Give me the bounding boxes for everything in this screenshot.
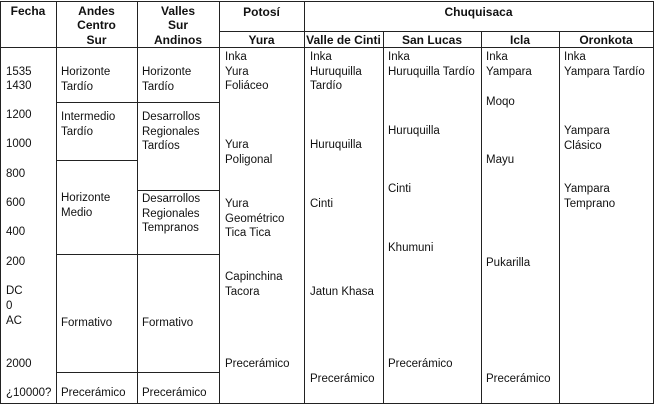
header-oronkota: Oronkota [579,33,633,47]
col-divider [481,31,482,404]
period-divider [56,372,220,373]
table-border-top [0,1,654,2]
col-divider [383,31,384,404]
valles-desarrollos-tempranos: Desarrollos Regionales Tempranos [142,193,201,235]
period-divider [56,254,220,255]
valles-horizonte-tardio: Horizonte Tardío [142,66,192,93]
header-chuquisaca: Chuquisaca [444,5,513,19]
header-san-lucas: San Lucas [401,33,463,47]
date-label: 200 [6,256,26,268]
date-label: 600 [6,197,26,209]
sanlucas-preceramico: Precerámico [388,358,453,370]
sanlucas-huruquilla: Huruquilla [388,125,440,137]
date-label: DC [6,285,23,297]
date-label: 0 [6,300,13,312]
andes-horizonte-tardio: Horizonte Tardío [61,66,111,93]
col-divider [559,31,560,404]
cinti-jatun-khasa: Jatun Khasa [310,286,374,298]
icla-preceramico: Precerámico [486,373,551,385]
header-potosi: Potosí [243,5,280,19]
col-divider [56,1,57,404]
date-label: 1430 [6,80,32,92]
oronkota-yampara-clasico: Yampara Clásico [564,125,610,152]
oronkota-inka: Inka Yampara Tardío [564,51,645,78]
cinti-inka: Inka Huruquilla Tardío [310,51,362,93]
date-label: 400 [6,226,26,238]
date-label: 1535 [6,66,32,78]
period-divider [56,160,138,161]
table-border-bottom [0,403,654,404]
andes-preceramico: Precerámico [61,387,126,399]
header-andes-centro-sur: Andes Centro Sur [77,4,116,47]
col-divider [137,1,138,404]
cinti-huruquilla: Huruquilla [310,139,362,151]
header-icla: Icla [509,33,530,47]
yura-inka: Inka Yura Foliáceo [225,51,269,93]
period-divider [56,102,220,103]
col-divider [304,1,305,404]
table-border-right [653,1,654,404]
icla-inka: Inka Yampara [486,51,532,78]
yura-preceramico: Precerámico [225,358,290,370]
cinti-cinti: Cinti [310,198,334,210]
header-valle-de-cinti: Valle de Cinti [306,33,381,47]
valles-desarrollos-tardios: Desarrollos Regionales Tardíos [142,111,201,153]
date-label: 1000 [6,138,32,150]
header-bottom-line [0,47,654,48]
oronkota-yampara-temprano: Yampara Temprano [564,183,616,210]
valles-preceramico: Precerámico [142,387,207,399]
header-yura: Yura [248,33,275,47]
cinti-preceramico: Precerámico [310,373,375,385]
header-subline [219,31,654,32]
table-border-left [0,1,1,404]
header-valles-sur-andinos: Valles Sur Andinos [154,4,202,47]
sanlucas-khumuni: Khumuni [388,242,434,254]
icla-pukarilla: Pukarilla [486,257,531,269]
valles-formativo: Formativo [142,317,194,329]
yura-capinchina: Capinchina Tacora [225,271,283,298]
icla-mayu: Mayu [486,154,515,166]
yura-geometrico: Yura Geométrico Tica Tica [225,198,285,240]
date-label: 800 [6,168,26,180]
andes-horizonte-medio: Horizonte Medio [61,192,111,219]
andes-formativo: Formativo [61,317,113,329]
period-divider [137,190,220,191]
date-label: 1200 [6,109,32,121]
date-label: AC [6,315,22,327]
date-label: 2000 [6,358,32,370]
yura-poligonal: Yura Poligonal [225,139,273,166]
date-label: ¿10000? [6,387,52,399]
andes-intermedio-tardio: Intermedio Tardío [61,111,116,138]
header-fecha: Fecha [10,4,46,18]
sanlucas-cinti: Cinti [388,183,412,195]
sanlucas-inka: Inka Huruquilla Tardío [388,51,475,78]
col-divider [219,1,220,404]
icla-moqo: Moqo [486,96,515,108]
